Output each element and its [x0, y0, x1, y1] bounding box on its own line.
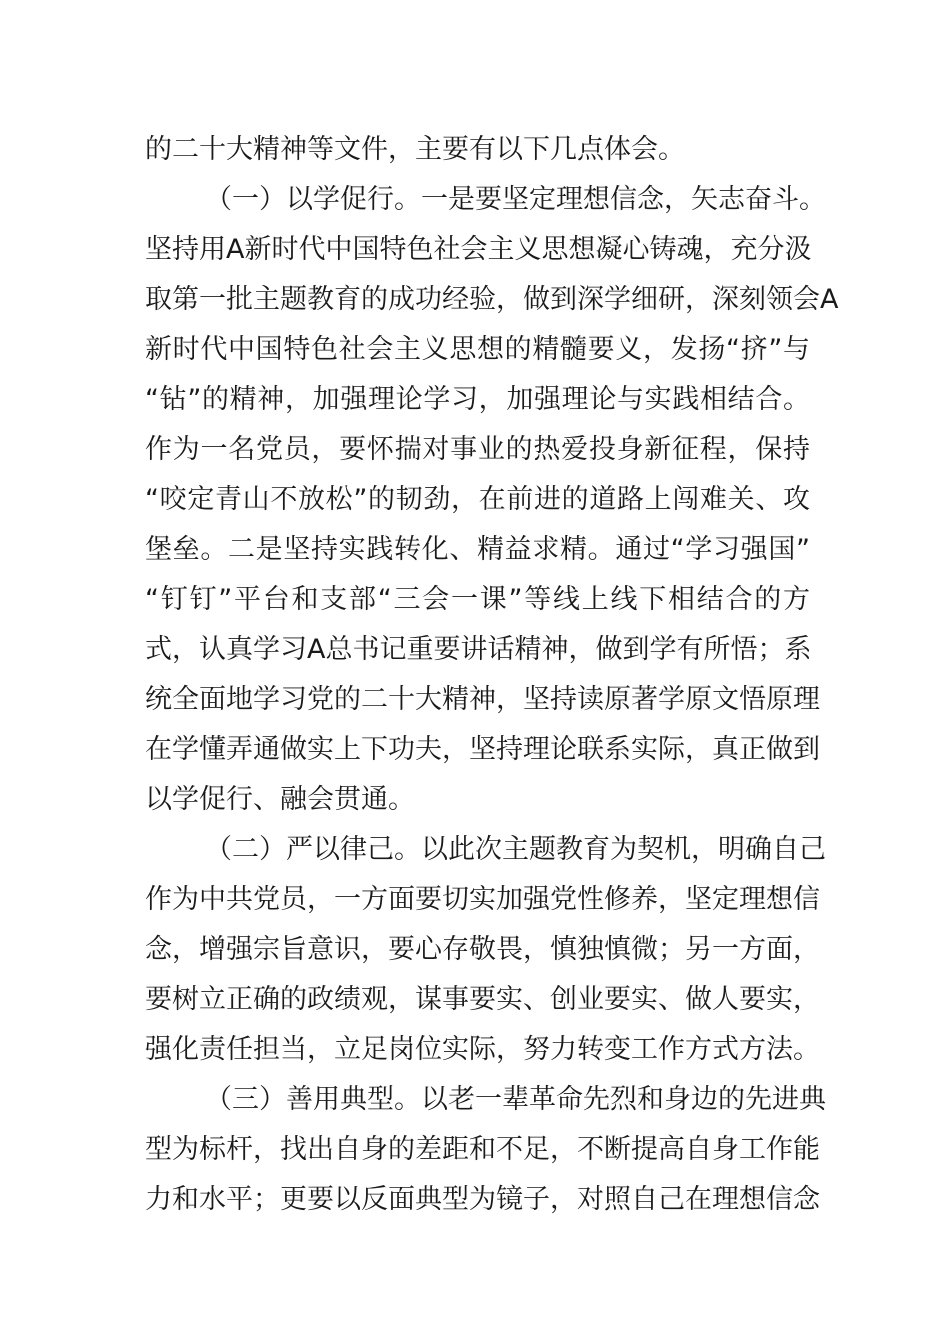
section-heading-line: （三）善用典型。以老一辈革命先烈和身边的先进典	[205, 1084, 826, 1115]
body-text-line: “钻”的精神，加强理论学习，加强理论与实践相结合。	[145, 384, 810, 415]
body-text-line: 在学懂弄通做实上下功夫，坚持理论联系实际，真正做到	[145, 734, 820, 765]
body-text-line: 强化责任担当，立足岗位实际，努力转变工作方式方法。	[145, 1034, 820, 1065]
body-text-line: 要树立正确的政绩观，谋事要实、创业要实、做人要实，	[145, 984, 820, 1015]
body-text-line: 新时代中国特色社会主义思想的精髓要义，发扬“挤”与	[145, 334, 810, 365]
body-text-line: 型为标杆，找出自身的差距和不足，不断提高自身工作能	[145, 1134, 820, 1165]
body-text-line: 以学促行、融会贯通。	[145, 784, 415, 815]
body-text-line: 的二十大精神等文件，主要有以下几点体会。	[145, 134, 685, 165]
body-text-line: 统全面地学习党的二十大精神，坚持读原著学原文悟原理	[145, 684, 820, 715]
body-text-line: 作为中共党员，一方面要切实加强党性修养，坚定理想信	[145, 884, 820, 915]
body-text-line: 坚持用A新时代中国特色社会主义思想凝心铸魂，充分汲	[145, 234, 812, 265]
body-text-line: 力和水平；更要以反面典型为镜子，对照自己在理想信念	[145, 1184, 820, 1215]
section-heading-line: （二）严以律己。以此次主题教育为契机，明确自己	[205, 834, 826, 865]
body-text-line: “钉钉”平台和支部“三会一课”等线上线下相结合的方	[145, 584, 810, 615]
body-text-line: 式，认真学习A总书记重要讲话精神，做到学有所悟；系	[145, 634, 812, 665]
body-text-line: 作为一名党员，要怀揣对事业的热爱投身新征程，保持	[145, 434, 810, 465]
body-text-line: 堡垒。二是坚持实践转化、精益求精。通过“学习强国”	[145, 534, 810, 565]
section-heading-line: （一）以学促行。一是要坚定理想信念，矢志奋斗。	[205, 184, 826, 215]
body-text-line: “咬定青山不放松”的韧劲，在前进的道路上闯难关、攻	[145, 484, 810, 515]
body-text-line: 念，增强宗旨意识，要心存敬畏，慎独慎微；另一方面，	[145, 934, 820, 965]
body-text-line: 取第一批主题教育的成功经验，做到深学细研，深刻领会A	[145, 284, 839, 315]
